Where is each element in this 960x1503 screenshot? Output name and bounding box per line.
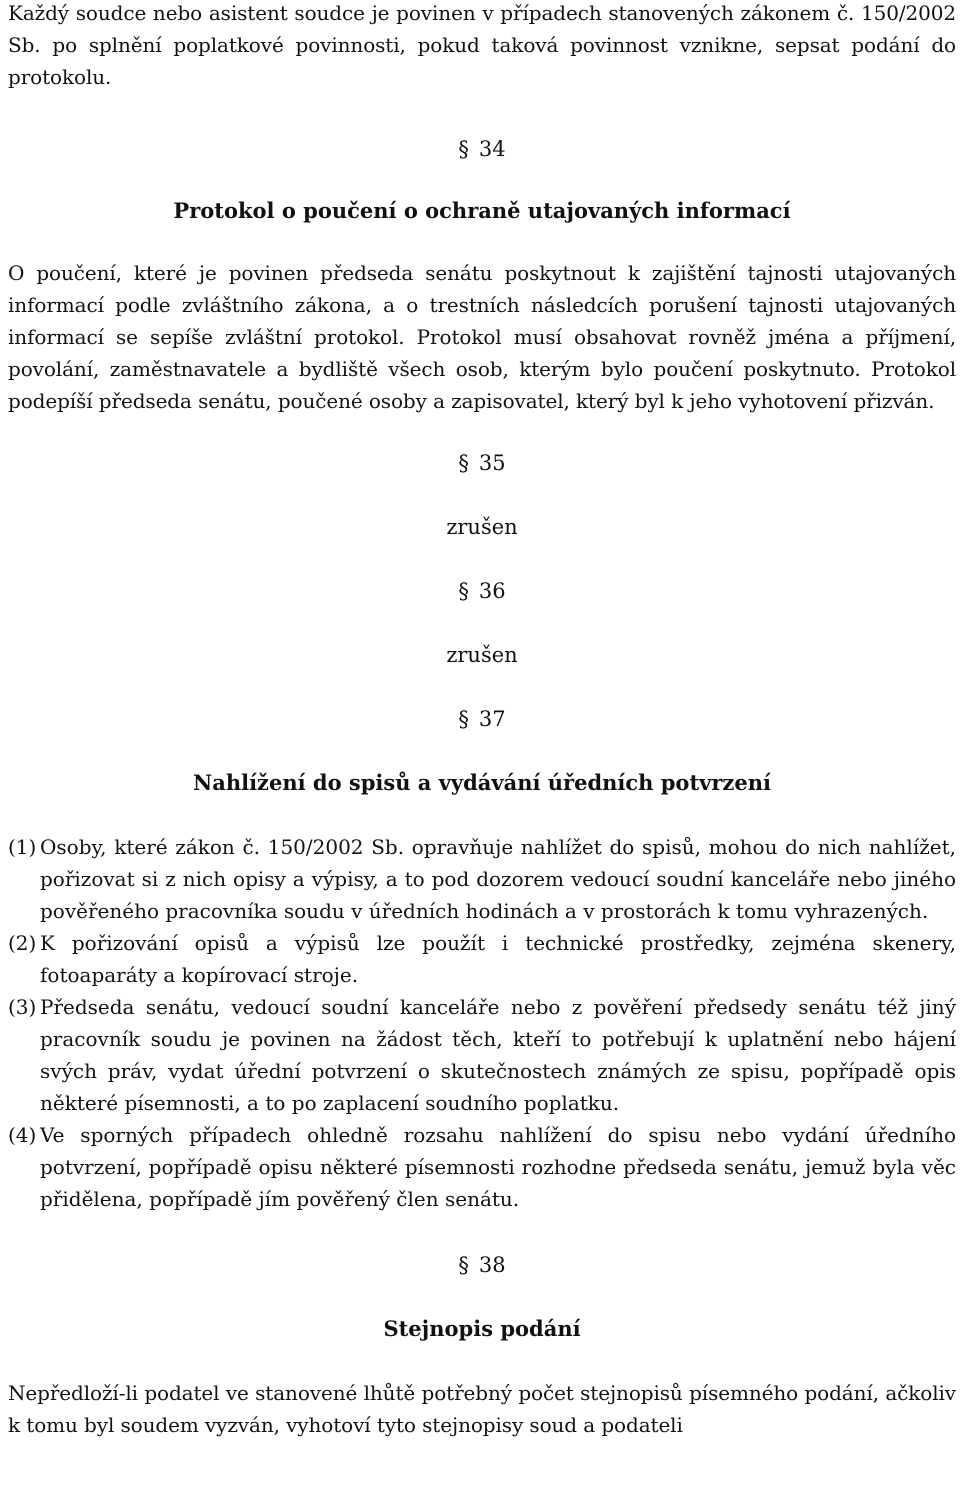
list-item [8,1119,956,1215]
item-number: (3) [8,995,37,1019]
section-37-title: Nahlížení do spisů a vydávání úředních potvrzení [193,770,771,795]
section-sign: § [458,137,469,161]
section-34-title: Protokol o poučení o ochraně utajovaných informací [173,198,791,223]
section-34-text: O poučení, které je povinen předseda senátu poskytnout k zajištění tajnosti utajovaných informací podle zvláštního zákona, a o trestních následcích porušení tajnosti utajovaných informací se sepíše zvláštní protokol. Protokol musí obsahovat rovněž jména a příjmení, povolání, zaměstnavatele a bydliště všech osob, kterým bylo poučení poskytnuto. Protokol podepíší předseda senátu, poučené osoby a zapisovatel, který byl k jeho vyhotovení přizván. [8,261,956,413]
section-number: 34 [478,137,506,161]
item-text: Osoby, které zákon č. 150/2002 Sb. opravňuje nahlížet do spisů, mohou do nich nahlížet, pořizovat si z nich opisy a výpisy, a to pod dozorem vedoucí soudní kanceláře nebo jiného pověřeného pracovníka soudu v úředních hodinách a v prostorách k tomu vyhrazených. [40,835,956,923]
intro-paragraph: Každý soudce nebo asistent soudce je povinen v případech stanovených zákonem č. 150/2002 Sb. po splnění poplatkové povinnosti, pokud taková povinnost vznikne, sepsat podání do protokolu. [8,1,956,89]
section-36-heading [8,575,956,607]
list-item [8,991,956,1119]
section-38-heading [8,1249,956,1281]
section-sign: § [458,707,469,731]
section-sign: § [458,579,469,603]
item-number: (4) [8,1123,37,1147]
section-38-title: Stejnopis podání [383,1316,581,1341]
section-number: 37 [478,707,506,731]
section-37-heading [8,703,956,735]
item-number: (2) [8,931,37,955]
document-page [8,0,956,1441]
item-number: (1) [8,835,37,859]
section-35-status: zrušen [446,515,518,539]
item-text: K pořizování opisů a výpisů lze použít i technické prostředky, zejména skenery, fotoaparáty a kopírovací stroje. [40,931,956,987]
section-35-heading [8,447,956,479]
section-38-text: Nepředloží-li podatel ve stanovené lhůtě potřebný počet stejnopisů písemného podání, ačkoliv k tomu byl soudem vyzván, vyhotoví tyto stejnopisy soud a podateli [8,1381,956,1437]
section-37-list [8,831,956,1215]
section-36-status: zrušen [446,643,518,667]
item-text: Ve sporných případech ohledně rozsahu nahlížení do spisu nebo vydání úředního potvrzení, popřípadě opisu některé písemnosti rozhodne předseda senátu, jemuž byla věc přidělena, popřípadě jím pověřený člen senátu. [40,1123,956,1211]
section-number: 38 [478,1253,506,1277]
item-text: Předseda senátu, vedoucí soudní kanceláře nebo z pověření předsedy senátu též jiný pracovník soudu je povinen na žádost těch, kteří to potřebují k uplatnění nebo hájení svých práv, vydat úřední potvrzení o skutečnostech známých ze spisu, popřípadě opis některé písemnosti, a to po zaplacení soudního poplatku. [40,995,956,1115]
section-34-heading [8,133,956,165]
list-item [8,927,956,991]
list-item [8,831,956,927]
section-number: 35 [478,451,506,475]
section-sign: § [458,451,469,475]
section-number: 36 [478,579,506,603]
section-sign: § [458,1253,469,1277]
